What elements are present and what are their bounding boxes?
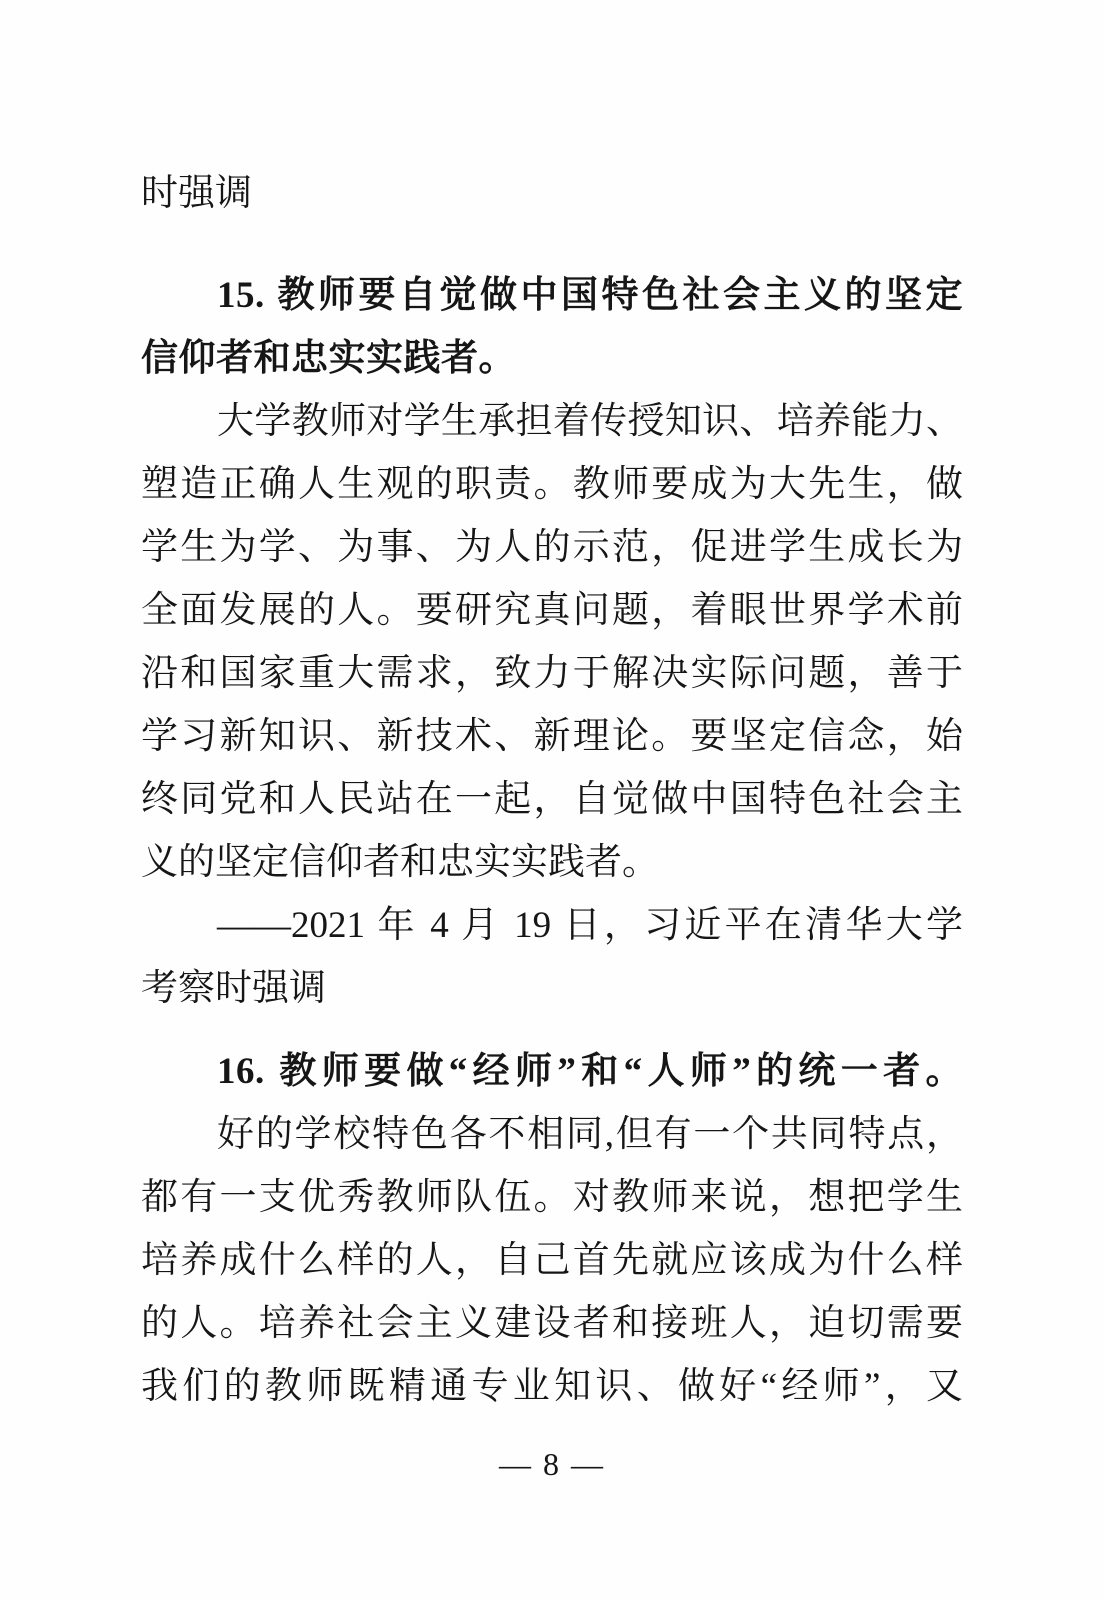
paragraph-line: 沿和国家重大需求，致力于解决实际问题，善于 bbox=[141, 653, 963, 694]
paragraph-line: 好的学校特色各不相同,但有一个共同特点， bbox=[217, 1114, 963, 1155]
paragraph-line: 的人。培养社会主义建设者和接班人，迫切需要 bbox=[141, 1303, 963, 1344]
page-number: — 8 — bbox=[499, 1446, 605, 1482]
paragraph-line: 学生为学、为事、为人的示范，促进学生成长为 bbox=[141, 527, 963, 568]
paragraph-line: 全面发展的人。要研究真问题，着眼世界学术前 bbox=[141, 590, 963, 631]
paragraph-line: 塑造正确人生观的职责。教师要成为大先生，做 bbox=[141, 464, 963, 505]
section-15-heading-line-2: 信仰者和忠实实践者。 bbox=[141, 338, 516, 379]
paragraph-line: 都有一支优秀教师队伍。对教师来说，想把学生 bbox=[141, 1177, 963, 1218]
paragraph-line: 学习新知识、新技术、新理论。要坚定信念，始 bbox=[141, 716, 963, 757]
paragraph-line: 终同党和人民站在一起，自觉做中国特色社会主 bbox=[141, 779, 963, 820]
section-16-heading: 16. 教师要做“经师”和“人师”的统一者。 bbox=[217, 1051, 963, 1092]
attribution-line: ——2021 年 4 月 19 日，习近平在清华大学 bbox=[217, 905, 963, 946]
attribution-continuation: 考察时强调 bbox=[141, 968, 326, 1009]
paragraph-line: 义的坚定信仰者和忠实实践者。 bbox=[141, 842, 659, 883]
paragraph-line: 培养成什么样的人，自己首先就应该成为什么样 bbox=[141, 1240, 963, 1281]
paragraph-line: 我们的教师既精通专业知识、做好“经师”，又 bbox=[141, 1366, 963, 1407]
section-15-heading-line-1: 15. 教师要自觉做中国特色社会主义的坚定 bbox=[217, 275, 963, 316]
attribution-continuation-top: 时强调 bbox=[141, 173, 252, 214]
paragraph-line: 大学教师对学生承担着传授知识、培养能力、 bbox=[217, 401, 963, 442]
